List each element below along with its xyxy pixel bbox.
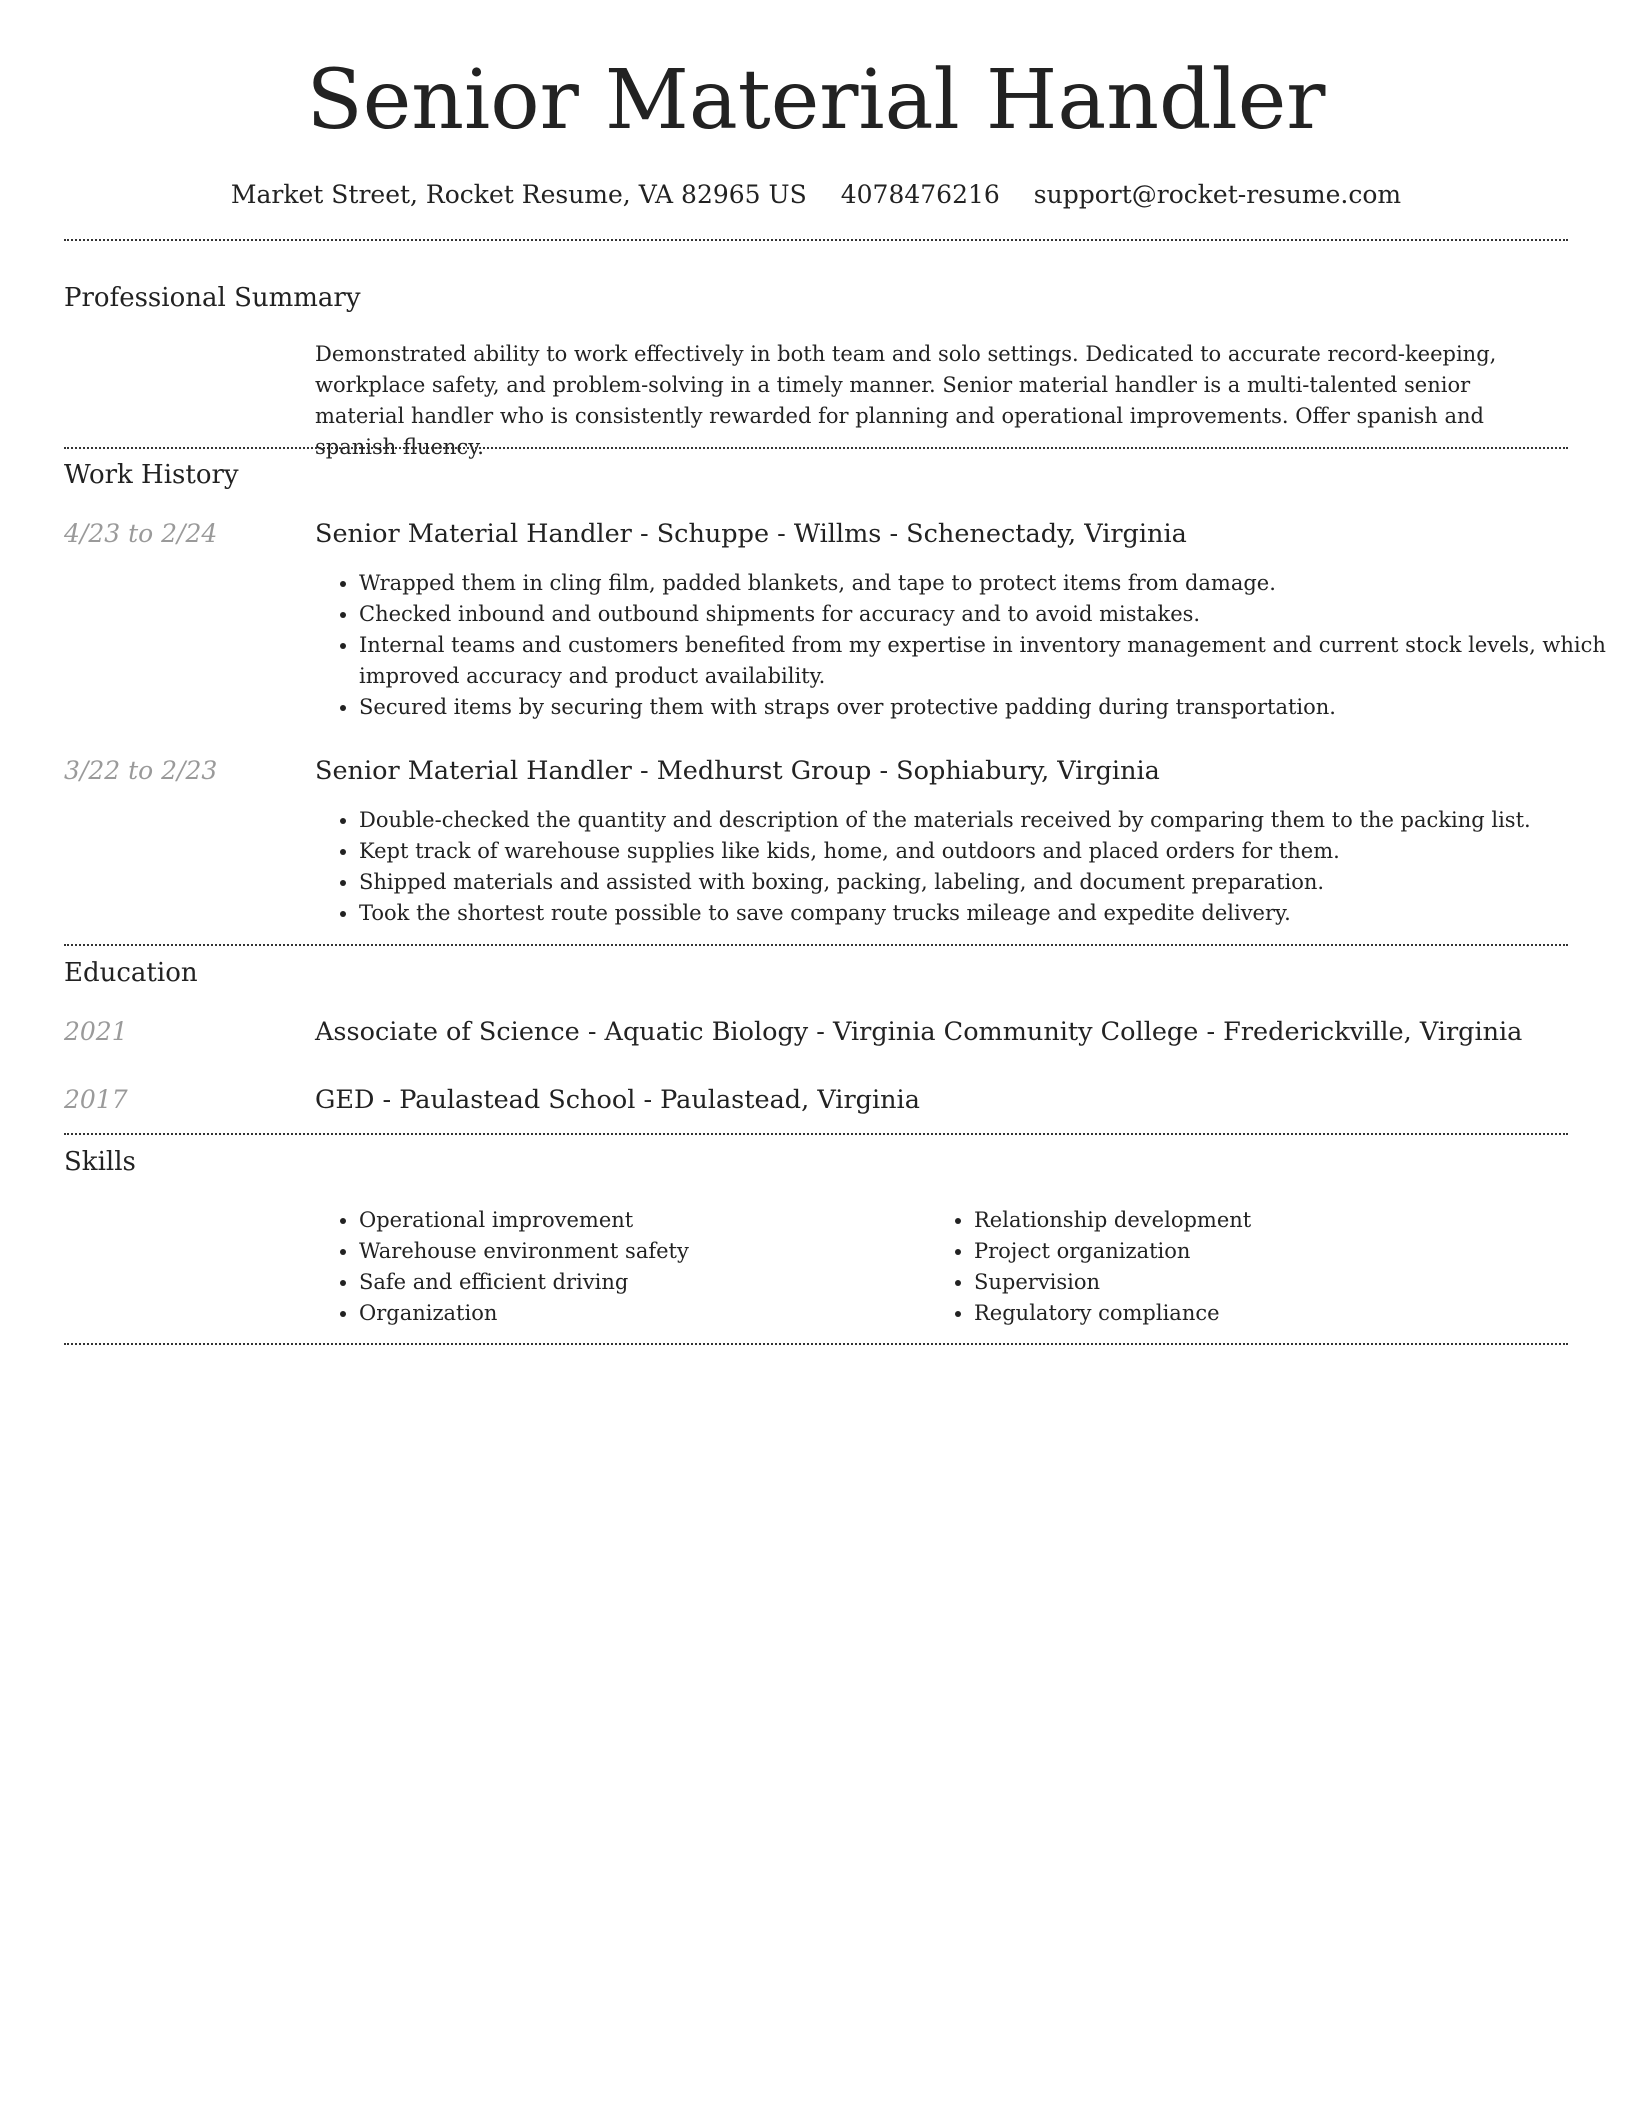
job-dates: 3/22 to 2/23 (64, 756, 218, 785)
list-item: • Supervision (974, 1267, 1544, 1298)
list-item: • Shipped materials and assisted with boxing, packing, labeling, and document preparation. (359, 867, 1609, 898)
list-item: • Secured items by securing them with straps over protective padding during transportation. (359, 692, 1609, 723)
education-title: Education (64, 958, 198, 988)
skills-title: Skills (64, 1147, 136, 1177)
section-divider (64, 1133, 1568, 1135)
job-bullets (315, 805, 1609, 929)
list-item: • Double-checked the quantity and description of the materials received by comparing them to the packing list. (359, 805, 1609, 836)
education-year: 2021 (64, 1017, 128, 1046)
skills-list-right (930, 1205, 1544, 1329)
job-dates: 4/23 to 2/24 (64, 519, 218, 548)
list-item: • Project organization (974, 1236, 1544, 1267)
list-item: • Relationship development (974, 1205, 1544, 1236)
list-item: • Internal teams and customers benefited from my expertise in inventory management and current stock levels, which improved accuracy and product availability. (359, 630, 1609, 692)
contact-line (0, 180, 1632, 209)
contact-phone: 4078476216 (840, 180, 1000, 209)
candidate-name: Senior Material Handler (306, 53, 1326, 148)
contact-address: Market Street, Rocket Resume, VA 82965 US (230, 180, 807, 209)
list-item: • Warehouse environment safety (359, 1236, 929, 1267)
education-heading: Associate of Science - Aquatic Biology - Virginia Community College - Frederickville, Virginia (315, 1017, 1523, 1047)
list-item: • Checked inbound and outbound shipments for accuracy and to avoid mistakes. (359, 599, 1609, 630)
summary-text: Demonstrated ability to work effectively in both team and solo settings. Dedicated to accurate record-keeping, workplace safety, and problem-solving in a timely manner. Senior material handler is a multi-talented senior material handler who is consistently rewarded for planning and operational improvements. Offer spanish and spanish fluency. (315, 342, 1497, 459)
list-item: • Took the shortest route possible to save company trucks mileage and expedite delivery. (359, 898, 1609, 929)
job-bullets (315, 568, 1609, 723)
contact-email: support@rocket-resume.com (1033, 180, 1402, 209)
education-heading: GED - Paulastead School - Paulastead, Virginia (315, 1085, 920, 1115)
education-year: 2017 (64, 1085, 128, 1114)
section-divider (64, 239, 1568, 241)
list-item: • Safe and efficient driving (359, 1267, 929, 1298)
list-item: • Regulatory compliance (974, 1298, 1544, 1329)
summary-title: Professional Summary (64, 283, 361, 313)
section-divider (64, 944, 1568, 946)
job-heading: Senior Material Handler - Schuppe - Willms - Schenectady, Virginia (315, 519, 1187, 549)
section-divider (64, 1343, 1568, 1345)
list-item: • Operational improvement (359, 1205, 929, 1236)
job-heading: Senior Material Handler - Medhurst Group - Sophiabury, Virginia (315, 756, 1160, 786)
work-history-title: Work History (64, 460, 239, 490)
list-item: • Organization (359, 1298, 929, 1329)
skills-list-left (315, 1205, 929, 1329)
list-item: • Kept track of warehouse supplies like kids, home, and outdoors and placed orders for them. (359, 836, 1609, 867)
list-item: • Wrapped them in cling film, padded blankets, and tape to protect items from damage. (359, 568, 1609, 599)
section-divider (64, 447, 1568, 449)
